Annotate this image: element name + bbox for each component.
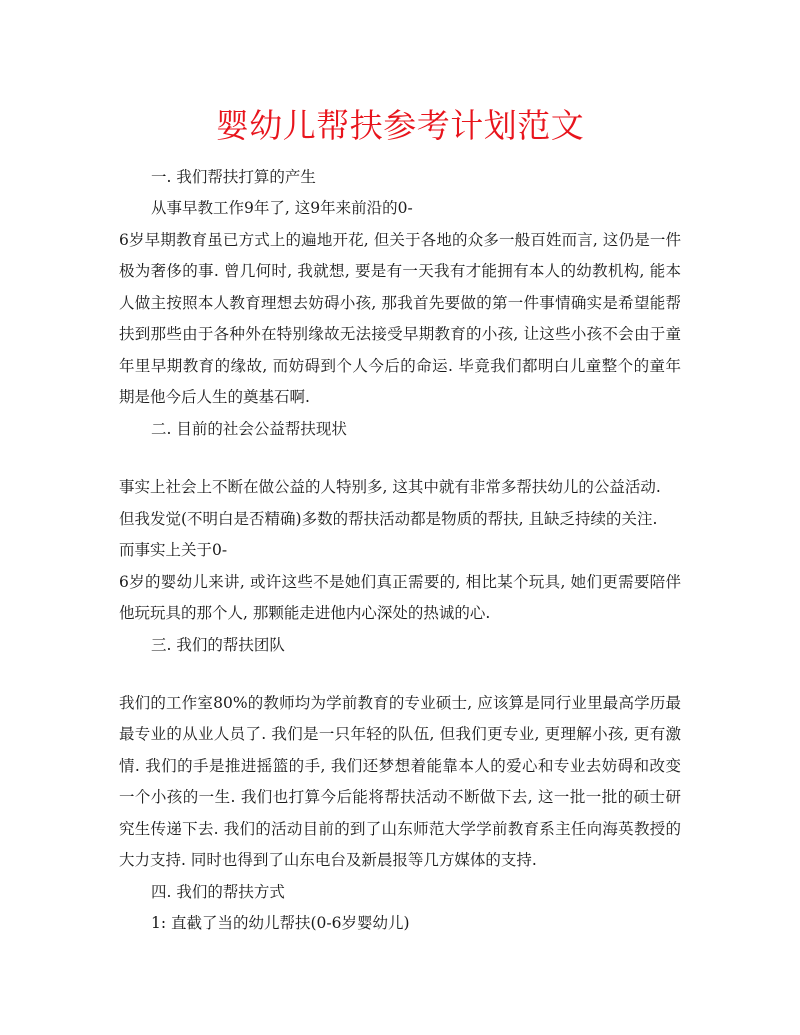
paragraph-line: 一个小孩的一生. 我们也打算今后能将帮扶活动不断做下去, 这一批一批的硕士研: [119, 788, 681, 806]
paragraph-line: 情. 我们的手是推进摇篮的手, 我们还梦想着能靠本人的爱心和专业去妨碍和改变: [119, 757, 681, 775]
paragraph-line: 但我发觉(不明白是否精确)多数的帮扶活动都是物质的帮扶, 且缺乏持续的关注.: [119, 510, 658, 528]
document-title: 婴幼儿帮扶参考计划范文: [215, 106, 585, 145]
paragraph-line: 扶到那些由于各种外在特别缘故无法接受早期教育的小孩, 让这些小孩不会由于童: [119, 325, 681, 343]
paragraph-line: 从事早教工作9年了, 这9年来前沿的0-: [151, 199, 413, 217]
paragraph-line: 年里早期教育的缘故, 而妨碍到个人今后的命运. 毕竟我们都明白儿童整个的童年: [119, 357, 681, 375]
paragraph-line: 6岁早期教育虽已方式上的遍地开花, 但关于各地的众多一般百姓而言, 这仍是一件: [119, 231, 681, 249]
section-heading-3: 三. 我们的帮扶团队: [151, 636, 285, 654]
paragraph-line: 我们的工作室80%的教师均为学前教育的专业硕士, 应该算是同行业里最高学历最: [119, 694, 681, 712]
list-item: 1: 直截了当的幼儿帮扶(0-6岁婴幼儿): [151, 914, 410, 932]
paragraph-line: 期是他今后人生的奠基石啊.: [119, 388, 310, 406]
paragraph-line: 究生传递下去. 我们的活动目前的到了山东师范大学学前教育系主任向海英教授的: [119, 820, 681, 838]
paragraph-line: 6岁的婴幼儿来讲, 或许这些不是她们真正需要的, 相比某个玩具, 她们更需要陪伴: [119, 573, 681, 591]
paragraph-line: 大力支持. 同时也得到了山东电台及新晨报等几方媒体的支持.: [119, 851, 537, 869]
paragraph-line: 而事实上关于0-: [119, 541, 228, 559]
section-heading-1: 一. 我们帮扶打算的产生: [151, 168, 316, 186]
paragraph-line: 最专业的从业人员了. 我们是一只年轻的队伍, 但我们更专业, 更理解小孩, 更有激: [119, 725, 681, 743]
paragraph-line: 极为奢侈的事. 曾几何时, 我就想, 要是有一天我有才能拥有本人的幼教机构, 能本: [119, 262, 681, 280]
section-heading-4: 四. 我们的帮扶方式: [151, 883, 285, 901]
paragraph-line: 事实上社会上不断在做公益的人特别多, 这其中就有非常多帮扶幼儿的公益活动.: [119, 478, 661, 496]
paragraph-line: 他玩玩具的那个人, 那颗能走进他内心深处的热诚的心.: [119, 604, 491, 622]
section-heading-2: 二. 目前的社会公益帮扶现状: [151, 420, 347, 438]
paragraph-line: 人做主按照本人教育理想去妨碍小孩, 那我首先要做的第一件事情确实是希望能帮: [119, 294, 681, 312]
